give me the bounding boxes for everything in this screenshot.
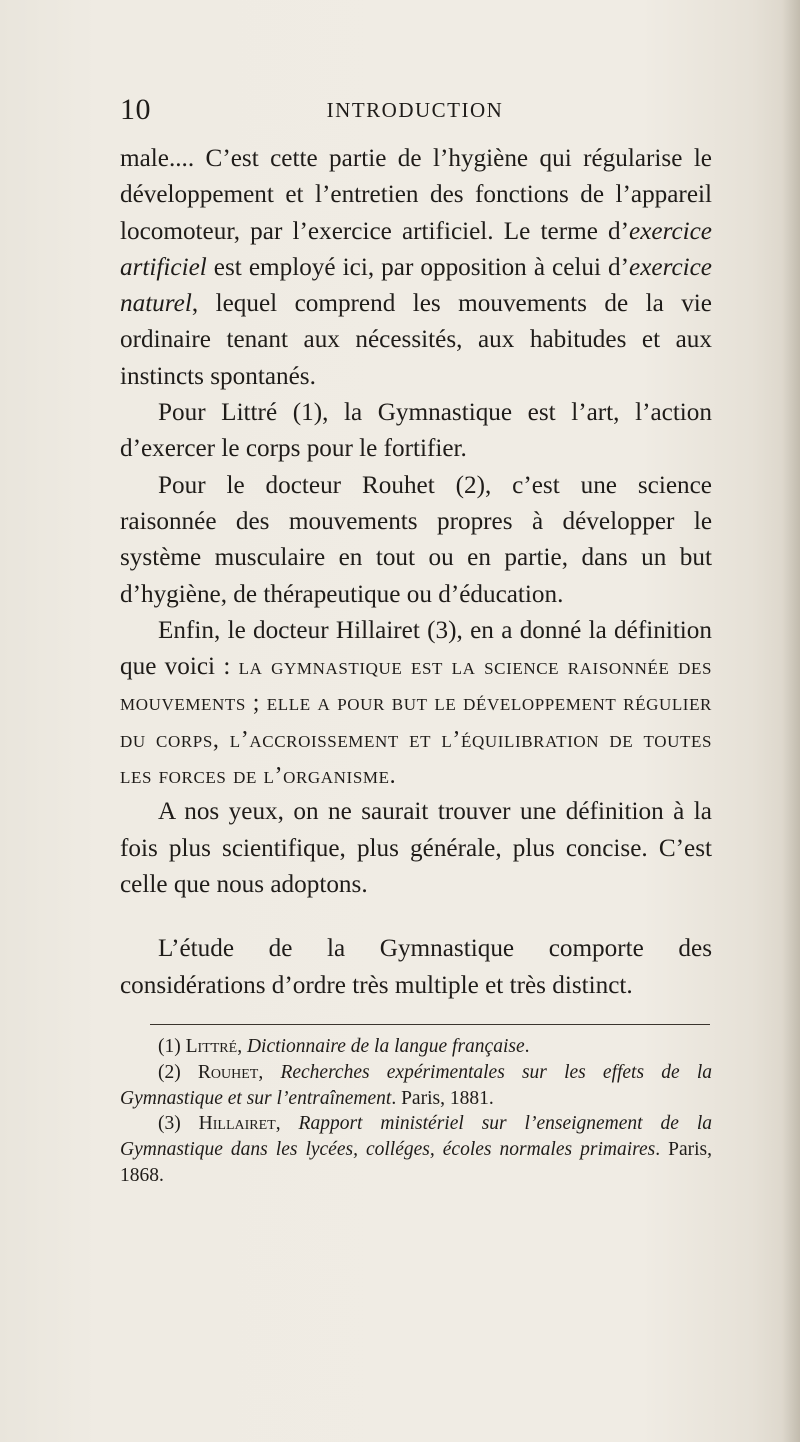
footnote-author: Hillairet xyxy=(198,1113,276,1135)
footnote-rest: . Paris, 1868. xyxy=(120,1139,713,1186)
paragraph-3: Pour le docteur Rouhet (2), c’est une science raisonnée des mouvements propres à développer le système musculaire en tout ou en partie, dans un but d’hygiène, de thérapeutique ou d’éducation. xyxy=(120,471,712,608)
footnote-rest: . xyxy=(524,1036,530,1057)
page-header xyxy=(120,90,710,130)
footnote-title: Recherches expérimentales sur les effets de la Gymnastique et sur l’entraînement xyxy=(120,1061,712,1109)
gymnastics-definition: la gymnastique est la science raisonnée des mouvements ; elle a pour but le développement régulier du corps, l’accroissement et l’équilibration de toutes les forces de l’organisme. xyxy=(120,654,712,790)
term-exercice-naturel: exercice naturel xyxy=(120,253,712,318)
paragraph-1-text-c: , lequel comprend les mouvements de la vie ordinaire tenant aux nécessités, aux habitudes et aux instincts spontanés. xyxy=(120,290,712,390)
term-exercice-artificiel: exercice artificiel xyxy=(120,217,712,281)
footnote-3: (3) Hillairet, Rapport ministériel sur l’enseignement de la Gymnastique dans les lycées, colléges, écoles normales primaires. Paris, 1868. xyxy=(120,1113,713,1186)
paragraph-1 xyxy=(120,141,712,395)
running-head: INTRODUCTION xyxy=(326,98,504,122)
paragraph-6: L’étude de la Gymnastique comporte des considérations d’ordre très multiple et très distinct. xyxy=(120,935,712,999)
footnote-title: Rapport ministériel sur l’enseignement de la Gymnastique dans les lycées, colléges, écoles normales primaires xyxy=(120,1113,712,1161)
body-text xyxy=(120,141,712,1004)
footnote-marker: (2) xyxy=(158,1061,198,1083)
footnote-rest: . Paris, 1881. xyxy=(391,1087,494,1109)
paragraph-4-intro: Enfin, le docteur Hillairet (3), en a donné la définition que voici : xyxy=(120,616,712,681)
page-number: 10 xyxy=(120,93,151,126)
footnote-2: (2) Rouhet, Recherches expérimentales sur les effets de la Gymnastique et sur l’entraînement. Paris, 1881. xyxy=(120,1061,712,1109)
paragraph-1-text-a: male.... C’est cette partie de l’hygiène qui régularise le développement et l’entretien des fonctions de l’appareil locomoteur, par l’exercice artificiel. Le terme d’ xyxy=(120,145,712,245)
footnote-marker: (3) xyxy=(158,1113,199,1135)
page-edge-shadow xyxy=(782,0,800,1442)
paragraph-2: Pour Littré (1), la Gymnastique est l’art, l’action d’exercer le corps pour le fortifier. xyxy=(120,399,712,463)
footnote-marker: (1) xyxy=(158,1036,186,1057)
footnote-author: Rouhet xyxy=(197,1061,259,1083)
paragraph-1-text-b: est employé ici, par opposition à celui d’ xyxy=(206,253,630,281)
footnotes xyxy=(120,1034,712,1189)
footnote-rule xyxy=(150,1024,710,1025)
footnote-1: (1) Littré, Dictionnaire de la langue française. xyxy=(158,1036,530,1057)
footnote-author: Littré xyxy=(185,1036,238,1057)
paragraph-gap xyxy=(120,903,712,931)
paragraph-4 xyxy=(120,613,712,794)
paragraph-5: A nos yeux, on ne saurait trouver une définition à la fois plus scientifique, plus générale, plus concise. C’est celle que nous adoptons. xyxy=(120,798,712,898)
footnote-title: Dictionnaire de la langue française xyxy=(246,1036,525,1057)
